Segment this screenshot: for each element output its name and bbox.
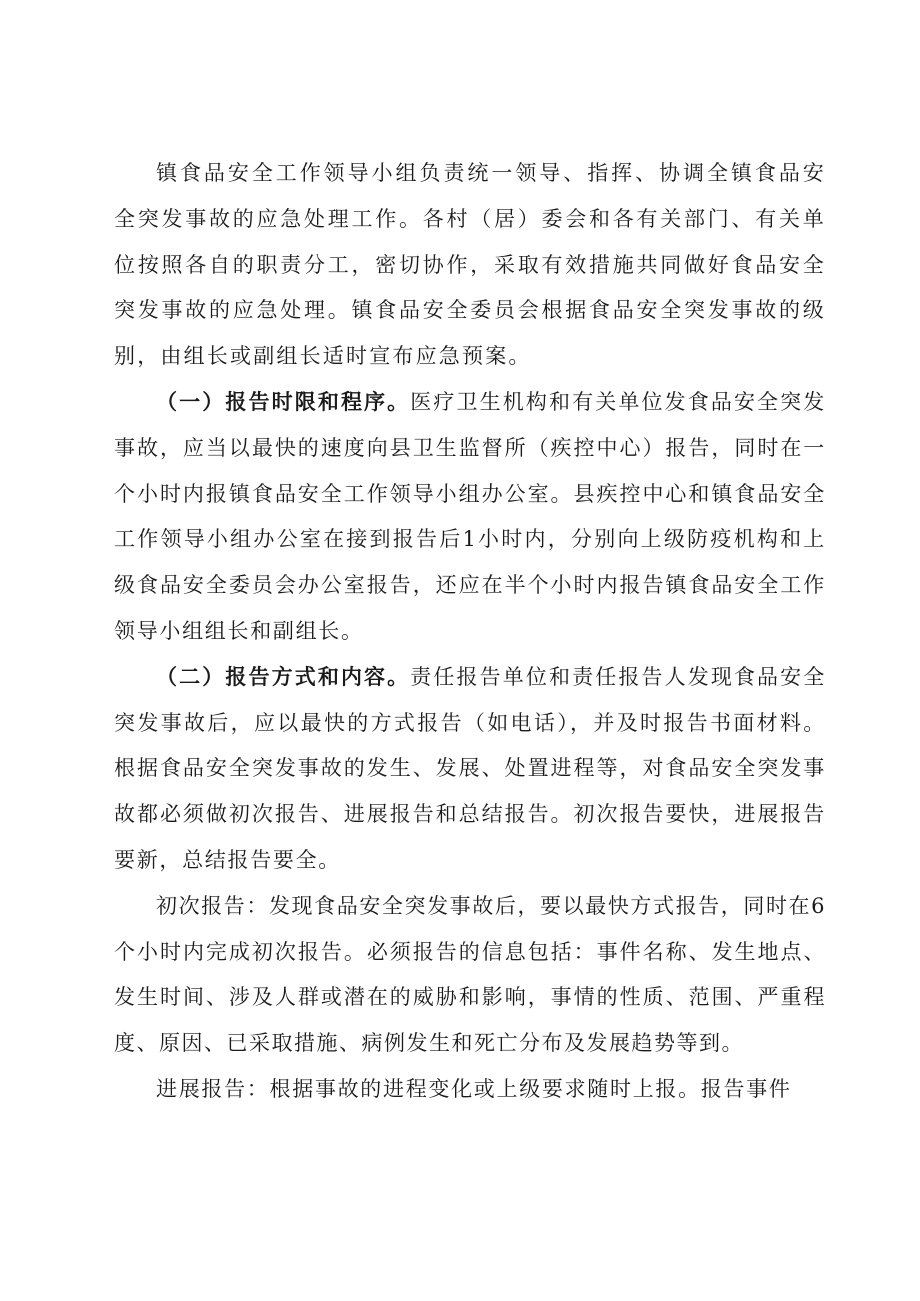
- paragraph-text: 医疗卫生机构和有关单位发食品安全突发事故，应当以最快的速度向县卫生监督所（疾控中心）报告，同时在一个小时内报镇食品安全工作领导小组办公室。县疾控中心和镇食品安全工作领导小组办公室在接到报告后1小时内，分别向上级防疫机构和上级食品安全委员会办公室报告，还应在半个小时内报告镇食品安全工作领导小组组长和副组长。: [114, 389, 826, 643]
- paragraph-initial-report: [114, 884, 826, 1067]
- paragraph-heading: （一）报告时限和程序。: [156, 389, 411, 414]
- paragraph-text: 责任报告单位和责任报告人发现食品安全突发事故后，应以最快的方式报告（如电话），并及时报告书面材料。根据食品安全突发事故的发生、发展、处置进程等，对食品安全突发事故都必须做初次报告、进展报告和总结报告。初次报告要快，进展报告要新，总结报告要全。: [114, 664, 826, 872]
- paragraph-text: 初次报告：发现食品安全突发事故后，要以最快方式报告，同时在6个小时内完成初次报告。必须报告的信息包括：事件名称、发生地点、发生时间、涉及人群或潜在的威胁和影响，事情的性质、范围、严重程度、原因、已采取措施、病例发生和死亡分布及发展趋势等到。: [114, 893, 826, 1056]
- paragraph-report-method: [114, 655, 826, 884]
- paragraph-leadership: [114, 151, 826, 380]
- paragraph-report-deadline: [114, 380, 826, 655]
- paragraph-progress-report: [114, 1067, 826, 1113]
- paragraph-text: 进展报告：根据事故的进程变化或上级要求随时上报。报告事件: [156, 1076, 792, 1101]
- paragraph-heading: （二）报告方式和内容。: [156, 664, 411, 689]
- document-page: [114, 151, 826, 1113]
- paragraph-text: 镇食品安全工作领导小组负责统一领导、指挥、协调全镇食品安全突发事故的应急处理工作。各村（居）委会和各有关部门、有关单位按照各自的职责分工，密切协作，采取有效措施共同做好食品安全突发事故的应急处理。镇食品安全委员会根据食品安全突发事故的级别，由组长或副组长适时宣布应急预案。: [114, 161, 826, 369]
